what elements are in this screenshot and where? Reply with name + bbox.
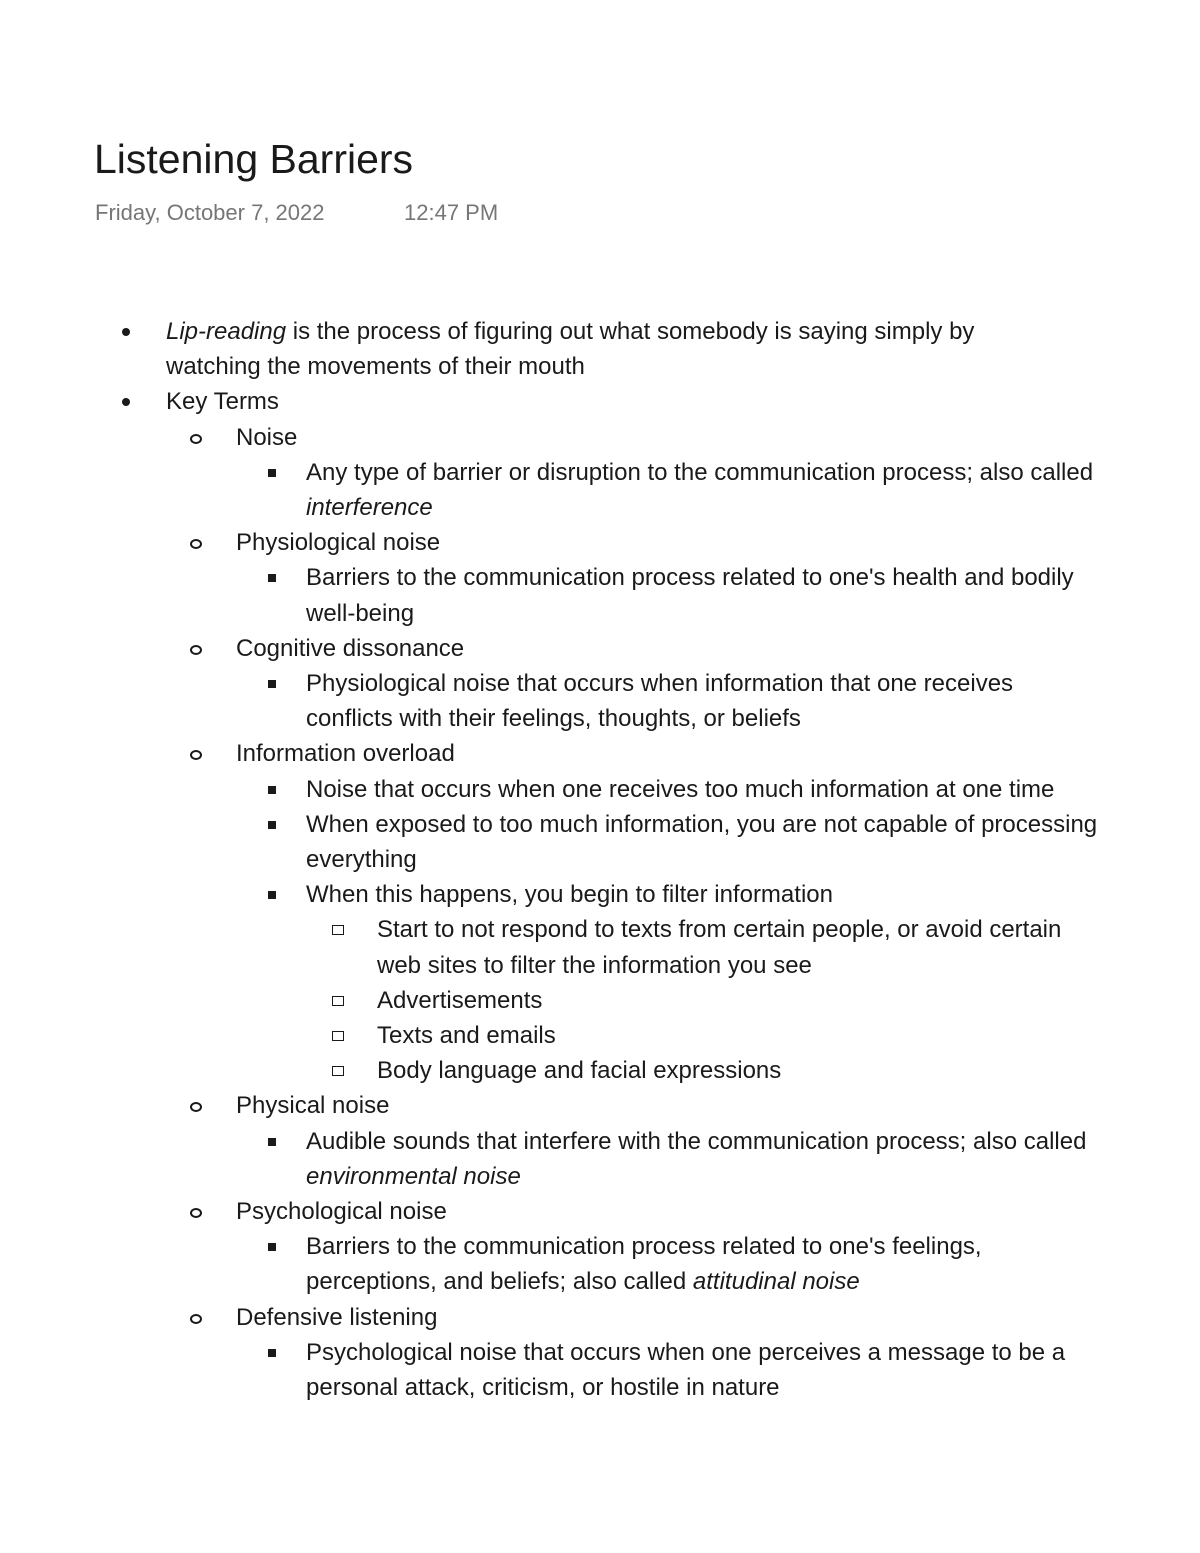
list-item: [0, 420, 1106, 526]
list-item-text: Body language and facial expressions: [377, 1057, 782, 1085]
list-item-text: Noise: [236, 423, 298, 451]
outline-level-3: [236, 772, 1106, 1089]
emphasized-term: attitudinal noise: [692, 1268, 860, 1296]
note-body: [0, 314, 1200, 1405]
outline-level-3: [236, 1124, 1106, 1194]
outline-level-2: [166, 420, 1098, 1406]
circle-bullet-icon: [190, 645, 202, 655]
disc-bullet-icon: [122, 328, 130, 336]
list-item: [0, 1335, 1106, 1405]
square-bullet-icon: [268, 786, 276, 794]
circle-bullet-icon: [190, 434, 202, 444]
list-item-text: Noise that occurs when one receives too much information at one time: [306, 775, 1055, 803]
square-bullet-icon: [268, 1349, 276, 1357]
list-item: [0, 807, 1106, 877]
list-item: [0, 877, 1106, 1088]
list-item: [0, 1088, 1106, 1194]
page-title: Listening Barriers: [94, 136, 414, 182]
list-item: [0, 1300, 1106, 1406]
outline-level-4: [306, 912, 1106, 1088]
list-item-text: Texts and emails: [377, 1022, 556, 1050]
square-bullet-icon: [268, 1243, 276, 1251]
note-timestamp: [95, 198, 499, 228]
list-item-text: Psychological noise that occurs when one perceives a message to be a personal attack, criticism, or hostile in nature: [306, 1338, 1066, 1402]
note-time: 12:47 PM: [404, 200, 499, 225]
list-item: [0, 1053, 1106, 1088]
list-item-text: Key Terms: [166, 388, 279, 416]
circle-bullet-icon: [190, 750, 202, 760]
list-item: [0, 384, 1098, 1405]
list-item: [0, 1018, 1106, 1053]
list-item-text: Audible sounds that interfere with the communication process; also called environmental noise: [306, 1127, 1087, 1190]
square-bullet-icon: [268, 574, 276, 582]
list-item: [0, 1194, 1106, 1300]
list-item: [0, 314, 1066, 384]
list-item: [0, 736, 1106, 1088]
square-bullet-icon: [268, 891, 276, 899]
outline-level-1: [0, 314, 1200, 1405]
list-item: [0, 455, 1106, 525]
list-item-text: Any type of barrier or disruption to the communication process; also called interference: [306, 458, 1094, 522]
note-date: Friday, October 7, 2022: [95, 200, 325, 225]
list-item-text: Barriers to the communication process related to one's feelings, perceptions, and beliefs; also called attitudinal noise: [306, 1233, 982, 1296]
list-item: [0, 772, 1106, 807]
list-item-text: Barriers to the communication process related to one's health and bodily well-being: [306, 564, 1074, 627]
circle-bullet-icon: [190, 539, 202, 549]
emphasized-term: interference: [306, 494, 433, 522]
emphasized-term: environmental noise: [306, 1162, 521, 1190]
list-item-text: Lip-reading is the process of figuring out what somebody is saying simply by watching the movements of their mouth: [166, 318, 975, 381]
list-item-text: Physiological noise that occurs when information that one receives conflicts with their feelings, thoughts, or beliefs: [306, 670, 1014, 733]
list-item: [0, 525, 1106, 631]
box-bullet-icon: [332, 1066, 344, 1076]
list-item: [0, 912, 1106, 982]
circle-bullet-icon: [190, 1102, 202, 1112]
outline-level-3: [236, 455, 1106, 525]
circle-bullet-icon: [190, 1314, 202, 1324]
list-item: [0, 666, 1106, 736]
circle-bullet-icon: [190, 1208, 202, 1218]
disc-bullet-icon: [122, 398, 130, 406]
list-item: [0, 560, 1106, 630]
list-item: [0, 983, 1106, 1018]
list-item-text: Physiological noise: [236, 529, 441, 557]
square-bullet-icon: [268, 1138, 276, 1146]
list-item-text: Advertisements: [377, 986, 543, 1014]
list-item-text: Start to not respond to texts from certain people, or avoid certain web sites to filter the information you see: [377, 916, 1062, 979]
outline-level-3: [236, 1229, 1106, 1299]
square-bullet-icon: [268, 821, 276, 829]
box-bullet-icon: [332, 1031, 344, 1041]
outline-level-3: [236, 1335, 1106, 1405]
list-item: [0, 1124, 1106, 1194]
list-item-text: Psychological noise: [236, 1198, 447, 1226]
list-item-text: Cognitive dissonance: [236, 634, 465, 662]
box-bullet-icon: [332, 996, 344, 1006]
emphasized-term: Lip-reading: [166, 318, 287, 345]
list-item: [0, 631, 1106, 737]
outline-level-3: [236, 560, 1106, 630]
square-bullet-icon: [268, 469, 276, 477]
outline-level-3: [236, 666, 1106, 736]
list-item-text: When this happens, you begin to filter information: [306, 881, 833, 909]
list-item-text: Defensive listening: [236, 1303, 438, 1331]
list-item: [0, 1229, 1106, 1299]
box-bullet-icon: [332, 925, 344, 935]
list-item-text: Physical noise: [236, 1092, 390, 1120]
square-bullet-icon: [268, 680, 276, 688]
list-item-text: When exposed to too much information, you are not capable of processing everything: [306, 810, 1098, 874]
list-item-text: Information overload: [236, 740, 455, 768]
